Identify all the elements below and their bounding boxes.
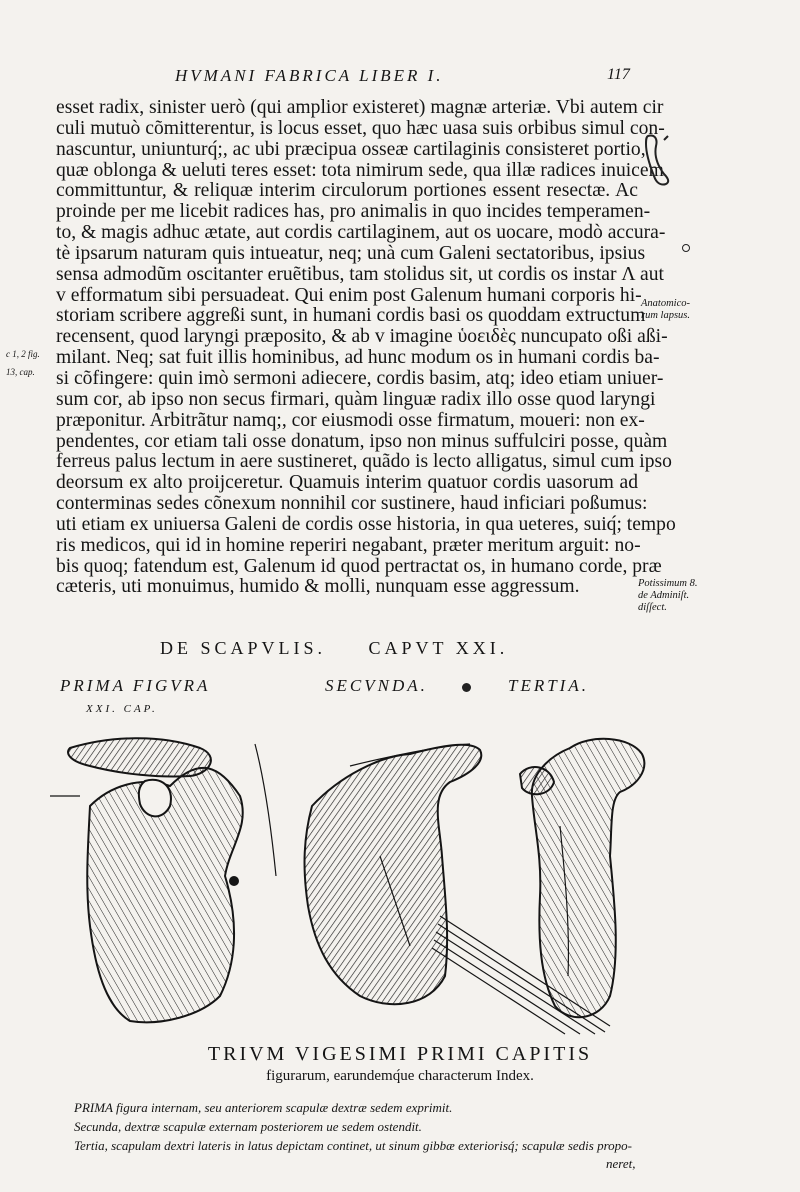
- text-line: ferreus palus lectum in aere sustineret, quãdo is lecto alligatus, simul cum ipso: [56, 451, 672, 473]
- text-line: milant. Neq; sat fuit illis hominibus, ad hunc modum os in humani cordis ba-: [56, 347, 660, 369]
- text-line: præponitur. Arbitrãtur namq;, cor eiusmodi osse firmatum, moueri: non ex-: [56, 409, 645, 431]
- scapula-woodcut-figures: [50, 726, 660, 1036]
- caption-line: Secunda, dextræ scapulæ externam posteriorem ue sedem ostendit.: [74, 1119, 422, 1134]
- margin-bone-sketch: [642, 132, 674, 186]
- text-line: conterminas sedes cõnexum nonnihil cor sustinere, haud inficiari poßumus:: [56, 493, 648, 515]
- caption-line: PRIMA figura internam, seu anteriorem scapulæ dextræ sedem exprimit.: [74, 1100, 453, 1115]
- caption-tail: neret,: [606, 1156, 636, 1171]
- figure-label-prima: PRIMA FIGVRA: [60, 676, 211, 695]
- margin-note-line: diſſect.: [638, 602, 667, 613]
- figure-label-secunda: SECVNDA.: [325, 676, 428, 695]
- text-line: esset radix, sinister uerò (qui amplior existeret) magnæ arteriæ. Vbi autem cir: [56, 97, 664, 118]
- text-line: culi mutuò cõmitterentur, is locus esset, quo hæc uasa suis orbibus simul con-: [56, 117, 665, 139]
- figure-captions: [74, 1098, 654, 1155]
- figure-separator-dot: [462, 683, 471, 692]
- text-line: uti etiam ex uniuersa Galeni de cordis osse historia, in qua ueteres, suiq́; tempo: [56, 513, 676, 535]
- page-number: 117: [607, 66, 630, 83]
- text-line: v efformatum sibi persuadeat. Qui enim post Galenum humani corporis hi-: [56, 284, 642, 306]
- caption-line: Tertia, scapulam dextri lateris in latus depictam continet, ut sinum gibbæ exteriorisq́; scapulæ sedis propo-: [74, 1138, 633, 1153]
- text-line: cæteris, uti monuimus, humido & molli, nunquam esse aggressum.: [56, 576, 580, 598]
- scapula-figure-two: [305, 744, 482, 1004]
- text-line: to, & magis adhuc ætate, aut cordis cartilaginem, aut os uocare, modò accura-: [56, 222, 666, 244]
- margin-note-line: Anatomico-: [641, 298, 690, 309]
- scapula-figure-three: [520, 739, 644, 1017]
- text-line: pendentes, cor etiam tali osse donatum, ipso non minus suffulciri posse, quàm: [56, 430, 668, 452]
- text-line: recensent, quod laryngi præposito, & ab v imagine ὑοειδὲς nuncupato oßi aßi-: [56, 326, 668, 348]
- margin-note-line: de Adminiſt.: [638, 590, 690, 601]
- text-line: bis quoq; fatendum est, Galenum id quod pertractat os, in humano corde, præ: [56, 555, 662, 577]
- index-title: TRIVM VIGESIMI PRIMI CAPITIS: [207, 1043, 593, 1065]
- text-line: quæ oblonga & ueluti teres esset: tota nimirum sede, qua illæ radices inuicem: [56, 159, 664, 181]
- text-line: deorsum ex alto proijceretur. Quamuis interim quatuor cordis uasorum ad: [56, 472, 638, 494]
- chapter-heading: DE SCAPVLIS. CAPVT XXI.: [160, 638, 509, 658]
- margin-note-anatomico: [641, 298, 690, 322]
- margin-note-line: c 1, 2 fig.: [6, 349, 40, 359]
- running-head: HVMANI FABRICA LIBER I.: [175, 66, 444, 85]
- margin-note-line: Potissimum 8.: [638, 578, 698, 589]
- text-line: sum cor, ab ipso non secus firmari, quàm linguæ radix illo osse quod laryngi: [56, 388, 656, 410]
- text-line: si cõfingere: quin imò sermoni adiecere, cordis basim, atq; ideo etiam uniuer-: [56, 367, 664, 389]
- text-line: sensa admodũm oscitanter eruẽtibus, tam stolidus sit, ut cordis os instar Λ aut: [56, 263, 664, 285]
- figure-label-tertia: TERTIA.: [508, 676, 589, 695]
- text-line: tè ipsarum naturam quis intueatur, neq; unà cum Galeni sectatoribus, ipsius: [56, 242, 646, 264]
- figure-label-prima-sub: XXI. CAP.: [86, 703, 158, 715]
- figure-marker-dot: [229, 876, 239, 886]
- scapula-figure-one: [50, 738, 276, 1022]
- margin-note-line: rum lapsus.: [641, 310, 691, 321]
- text-line: storiam scribere aggreßi sunt, in humani cordis basi os quoddam extructum: [56, 305, 646, 327]
- margin-note-line: 13, cap.: [6, 367, 35, 377]
- margin-note-potissimum: [638, 578, 698, 614]
- text-line: nascuntur, uniunturq́;, ac ubi præcipua osseæ cartilaginis consisteret portio,: [56, 138, 646, 160]
- margin-dot: [682, 244, 690, 252]
- index-subtitle: figurarum, earundemq́ue characterum Index.: [266, 1068, 534, 1084]
- text-line: proinde per me licebit radices has, pro animalis in quo incides temperamen-: [56, 201, 651, 223]
- margin-note-reference: [6, 348, 40, 378]
- text-line: committuntur, & reliquæ interim circulorum portiones essent resectæ. Ac: [56, 180, 638, 202]
- text-line: ris medicos, qui id in homine reperiri negabant, præter meritum arguit: no-: [56, 534, 641, 556]
